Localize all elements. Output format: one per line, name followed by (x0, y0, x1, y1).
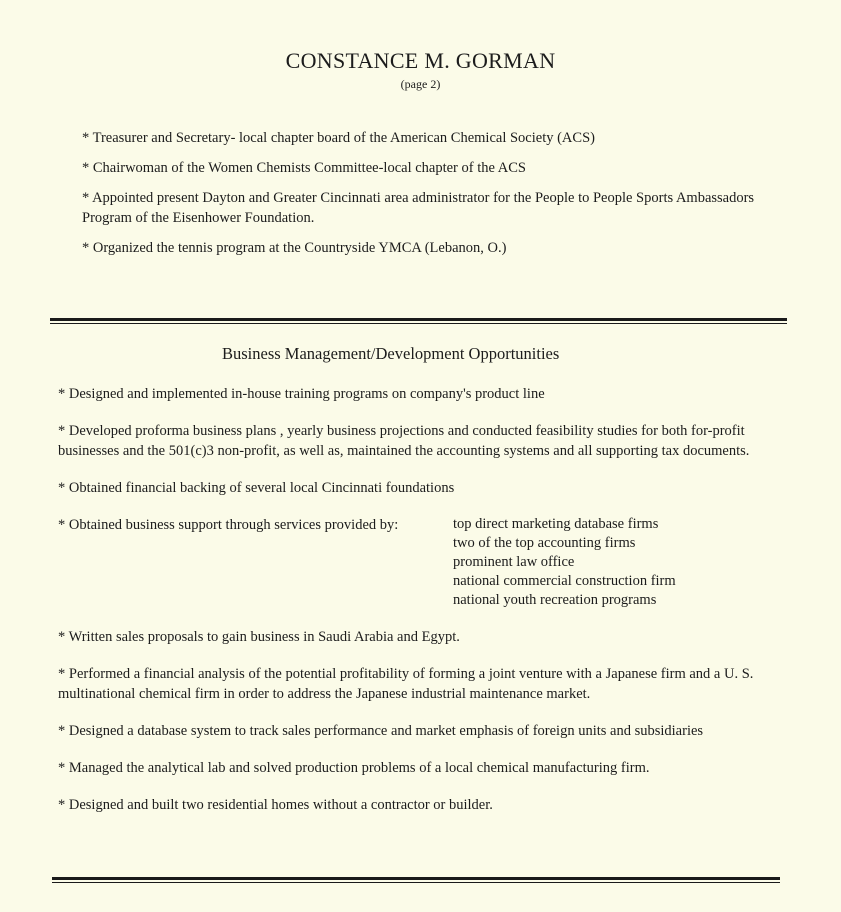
provider-item: top direct marketing database firms (453, 516, 659, 532)
list-item: * Designed and built two residential homes without a contractor or builder. (58, 797, 493, 813)
list-item: * Designed a database system to track sales performance and market emphasis of foreign units and subsidiaries (58, 723, 704, 739)
list-item: * Written sales proposals to gain business in Saudi Arabia and Egypt. (58, 629, 460, 645)
provider-item: national youth recreation programs (453, 592, 657, 608)
section-divider (52, 877, 780, 883)
provider-item: two of the top accounting firms (453, 535, 636, 551)
list-item: * Managed the analytical lab and solved production problems of a local chemical manufacturing firm. (58, 760, 650, 776)
provider-item: national commercial construction firm (453, 573, 676, 589)
activities-list (82, 128, 782, 268)
list-item: * Obtained financial backing of several local Cincinnati foundations (58, 480, 455, 496)
business-list (58, 384, 778, 832)
support-lead: * Obtained business support through services provided by: (58, 517, 399, 533)
list-item: * Designed and implemented in-house training programs on company's product line (58, 386, 545, 402)
support-item (58, 515, 778, 610)
list-item: * Appointed present Dayton and Greater Cincinnati area administrator for the People to People Sports Ambassadors Program of the Eisenhower Foundation. (82, 190, 755, 226)
section-divider (50, 318, 787, 324)
list-item: * Treasurer and Secretary- local chapter board of the American Chemical Society (ACS) (82, 130, 595, 146)
providers-list (453, 515, 676, 610)
list-item: * Organized the tennis program at the Countryside YMCA (Lebanon, O.) (82, 240, 507, 256)
list-item: * Chairwoman of the Women Chemists Committee-local chapter of the ACS (82, 160, 526, 176)
section-title: Business Management/Development Opportunities (222, 344, 560, 363)
list-item: * Performed a financial analysis of the potential profitability of forming a joint venture with a Japanese firm and a U. S. multinational chemical firm in order to address the Japanese industrial maintenance market. (58, 666, 754, 702)
page-number: (page 2) (400, 77, 441, 91)
page-title: CONSTANCE M. GORMAN (285, 48, 556, 73)
list-item: * Developed proforma business plans , yearly business projections and conducted feasibility studies for both for-profit businesses and the 501(c)3 non-profit, as well as, maintained the accounting systems and all supporting tax documents. (58, 423, 750, 459)
provider-item: prominent law office (453, 554, 575, 570)
